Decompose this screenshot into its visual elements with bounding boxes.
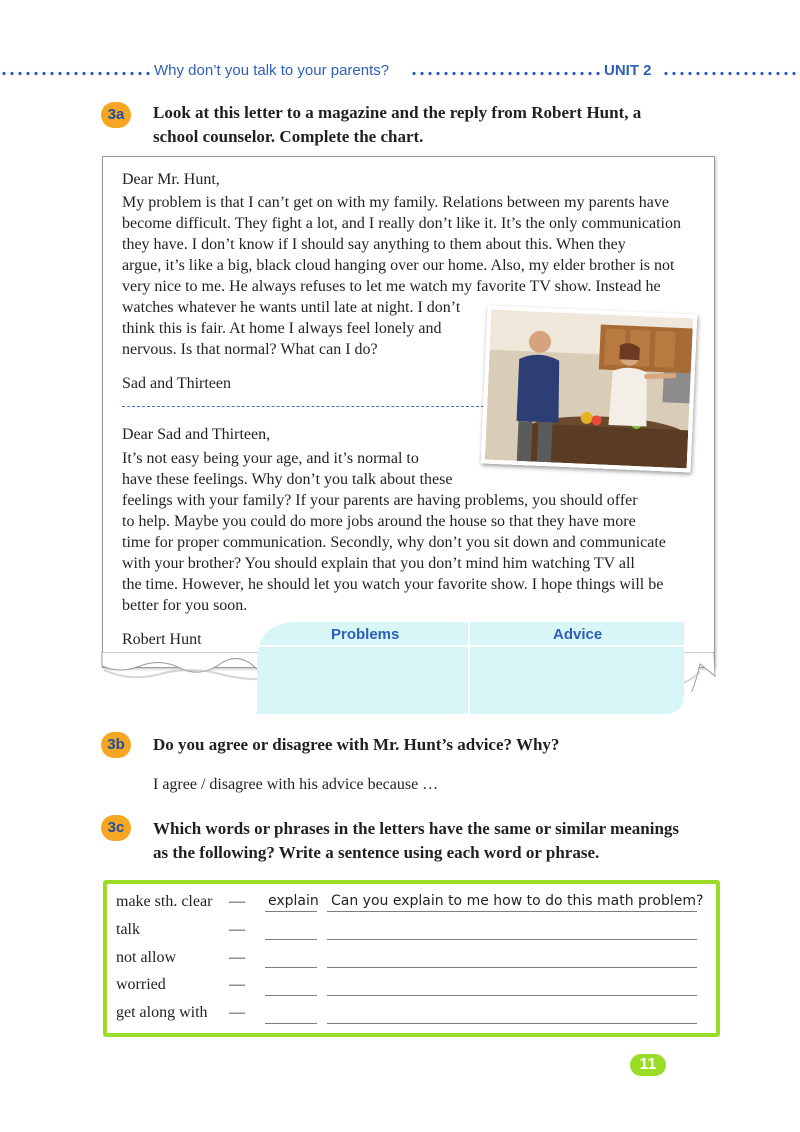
letter-greeting: Dear Mr. Hunt, [122,171,220,188]
reply-body [122,448,666,616]
answer-line [265,911,317,912]
letter-line: watches whatever he wants until late at night. I don’t [122,299,461,316]
instruction-3a-line2: school counselor. Complete the chart. [153,127,424,146]
reply-greeting: Dear Sad and Thirteen, [122,426,271,443]
header-unit: UNIT 2 [604,62,652,79]
vocab-phrase: not allow [116,949,176,966]
instruction-3c-line1: Which words or phrases in the letters have the same or similar meanings [153,819,680,838]
answer-line[interactable] [265,1023,317,1024]
photo-illustration [485,310,693,469]
vocab-phrase: worried [116,976,166,993]
vocab-phrase: make sth. clear [116,893,213,910]
header-dots-middle [410,71,600,76]
vocab-phrase: get along with [116,1004,208,1021]
vocab-dash: — [229,949,245,966]
reply-line: with your brother? You should explain that you don’t mind him watching TV all [122,555,635,572]
vocab-phrase: talk [116,921,140,938]
reply-line: time for proper communication. Secondly, why don’t you sit down and communicate [122,534,666,551]
header-dots-right [662,71,800,76]
letter-line: nervous. Is that normal? What can I do? [122,341,378,358]
vocab-dash: — [229,976,245,993]
answer-line[interactable] [265,995,317,996]
prompt-3b: I agree / disagree with his advice because … [153,776,439,793]
chart-header-advice: Advice [553,626,603,643]
answer-field[interactable]: explain [268,893,319,909]
letter-line: very nice to me. He always refuses to let me watch my favorite TV show. Instead he [122,278,661,295]
reply-line: the time. However, he should let you watch your favorite show. I hope things will be [122,576,664,593]
chart-header-problems: Problems [331,626,400,643]
letter-line: argue, it’s like a big, black cloud hanging over our home. Also, my elder brother is not [122,257,675,274]
answer-line[interactable] [265,939,317,940]
letter-line: become difficult. They fight a lot, and I really don’t like it. It’s the only communication [122,215,681,232]
vocab-dash: — [229,893,245,910]
problems-advice-chart [257,622,684,714]
instruction-3a [153,101,713,149]
sentence-line[interactable] [327,967,697,968]
sentence-line [327,911,697,912]
reply-signature: Robert Hunt [122,631,202,648]
reply-line: better for you soon. [122,597,248,614]
page-header [0,58,800,88]
header-title: Why don’t you talk to your parents? [154,62,390,79]
letter-signature: Sad and Thirteen [122,375,232,392]
sentence-line[interactable] [327,995,697,996]
letter-line: think this is fair. At home I always feel lonely and [122,320,442,337]
sentence-line[interactable] [327,1023,697,1024]
reply-line: It’s not easy being your age, and it’s normal to [122,450,419,467]
answer-line[interactable] [265,967,317,968]
task-badge-3b: 3b [101,732,131,758]
reply-line: have these feelings. Why don’t you talk about these [122,471,453,488]
task-badge-3a: 3a [101,102,131,128]
instruction-3b: Do you agree or disagree with Mr. Hunt’s advice? Why? [153,735,560,754]
vocab-dash: — [229,921,245,938]
header-dots-left [0,71,150,76]
instruction-3a-line1: Look at this letter to a magazine and the reply from Robert Hunt, a [153,103,642,122]
reply-line: feelings with your family? If your parents are having problems, you should offer [122,492,638,509]
sentence-line[interactable] [327,939,697,940]
letter-line: My problem is that I can’t get on with my family. Relations between my parents have [122,194,669,211]
sentence-field[interactable]: Can you explain to me how to do this math problem? [331,893,704,909]
letter-divider [122,406,484,407]
vocab-dash: — [229,1004,245,1021]
instruction-3c-line2: as the following? Write a sentence using each word or phrase. [153,843,600,862]
letter-line: they have. I don’t know if I should say anything to them about this. When they [122,236,626,253]
page-number: 11 [630,1054,666,1076]
chart-shape [257,622,684,714]
instruction-3c [153,817,713,865]
reply-line: to help. Maybe you could do more jobs around the house so that they have more [122,513,636,530]
task-badge-3c: 3c [101,815,131,841]
